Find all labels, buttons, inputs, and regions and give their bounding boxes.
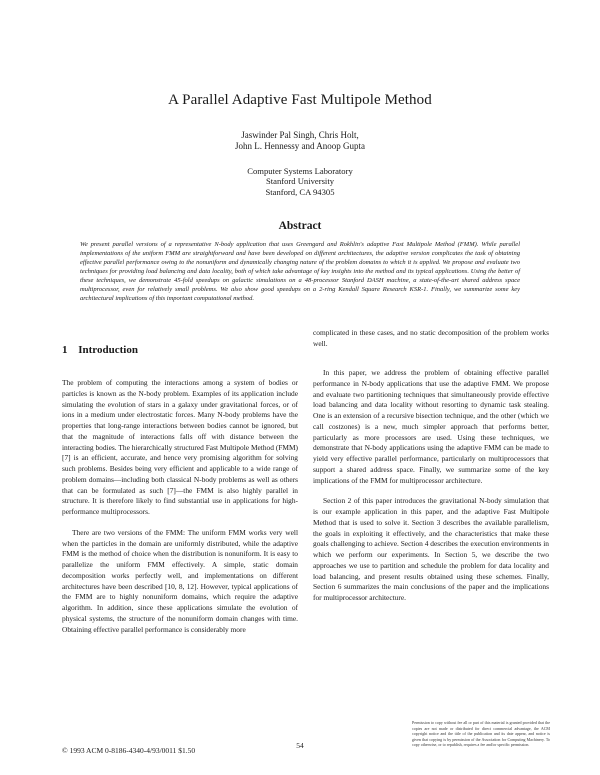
right-column: [313, 368, 549, 604]
intro-paragraph-3: In this paper, we address the problem of obtaining effective parallel performance in N-body applications that use the adaptive FMM. We propose and evaluate two partitioning techniques that simultaneously provide effective load balancing and data locality without resorting to dynamic task stealing. One is an extension of a recursive bisection technique, and the other (which we call costzones) is a new, much simpler approach that performs better, particularly as more processors are used. Using these techniques, we demonstrate that N-body applications using the adaptive FMM can be made to yield very effective parallel performance, particularly on multiprocessors that support a shared address space. Finally, we summarize some of the key implications of the FMM for multiprocessor architecture.: [313, 368, 549, 485]
author-list: [0, 130, 600, 152]
copyright-notice: © 1993 ACM 0-8186-4340-4/93/0011 $1.50: [62, 746, 196, 755]
right-column-continuation: [313, 328, 549, 350]
intro-paragraph-4: Section 2 of this paper introduces the gravitational N-body simulation that is our example application in this paper, and the adaptive Fast Multipole Method that is used to solve it. Section 3 describes the available parallelism, the goals in exploiting it effectively, and the characteristics that make these goals challenging to achieve. Section 4 describes the execution environments in which we perform our experiments. In Section 5, we describe the two approaches we use to partition and schedule the problem for data locality and load balancing, and present results obtained using these schemes. Finally, Section 6 summarizes the main conclusions of the paper and the implications for multiprocessor architecture.: [313, 496, 549, 602]
affiliation-university: Stanford University: [265, 176, 335, 187]
intro-paragraph-2: There are two versions of the FMM: The uniform FMM works very well when the particles in the domain are uniformly distributed, while the adaptive FMM is the method of choice when the distribution is nonuniform. It is easy to parallelize the uniform FMM effectively. A simple, static domain decomposition works perfectly well, and implementations on different architectures have been described [10, 8, 12]. However, typical applications of the FMM are to highly nonuniform domains, which require the adaptive algorithm. In addition, since these applications simulate the evolution of physical systems, the structure of the nonuniform domain changes with time. Obtaining effective parallel performance is considerably more: [62, 527, 298, 634]
affiliation-lab: Computer Systems Laboratory: [247, 166, 353, 176]
author-line-2: John L. Hennessy and Anoop Gupta: [235, 141, 365, 151]
left-column: [62, 378, 298, 635]
intro-paragraph-2-continued: complicated in these cases, and no static decomposition of the problem works well.: [313, 328, 549, 348]
permission-note: Permission to copy without fee all or part of this material is granted provided that the copies are not made or distributed for direct commercial advantage, the ACM copyright notice and the title of the publication and its date appear, and notice is given that copying is by permission of the Association for Computing Machinery. To copy otherwise, or to republish, requires a fee and/or specific permission.: [412, 720, 550, 748]
page-number: 54: [296, 741, 304, 750]
author-line-1: Jaswinder Pal Singh, Chris Holt,: [241, 130, 359, 140]
affiliation: [0, 166, 600, 197]
abstract-text: We present parallel versions of a representative N-body application that uses Greengard and Rokhlin's adaptive Fast Multipole Method (FMM). While parallel implementations of the uniform FMM are straightforward and have been developed on different architectures, the adaptive version complicates the task of obtaining effective parallel performance owing to the nonuniform and dynamically changing nature of the problem domains to which it is applied. We propose and evaluate two techniques for providing load balancing and data locality, both of which take advantage of key insights into the method and its typical applications. Using the better of these techniques, we demonstrate 45-fold speedups on galactic simulations on a 48-processor Stanford DASH machine, a state-of-the-art shared address space multiprocessor, even for relatively small problems. We also show good speedups on a 2-ring Kendall Square Research KSR-1. Finally, we summarize some key architectural implications of this important computational method.: [80, 241, 520, 302]
section-heading-introduction: 1 Introduction: [62, 344, 138, 356]
intro-paragraph-1: The problem of computing the interactions among a system of bodies or particles is known as the N-body problem. Examples of its application include simulating the evolution of stars in a galaxy under gravitational forces, or of ions in a medium under electrostatic forces. Many N-body problems have the properties that long-range interactions between bodies cannot be ignored, but that the magnitude of interactions falls off with distance between the interacting bodies. The hierarchically structured Fast Multipole Method (FMM) [7] is an efficient, accurate, and hence very promising algorithm for solving such problems. Besides being very efficient and applicable to a wide range of problem domains—including both classical N-body problems as well as others that can be formulated as such [7]—the FMM is also highly parallel in structure. It is therefore likely to find substantial use in applications for high-performance multiprocessors.: [62, 378, 298, 516]
paper-title: A Parallel Adaptive Fast Multipole Method: [168, 92, 432, 108]
affiliation-location: Stanford, CA 94305: [265, 186, 335, 197]
abstract-heading: Abstract: [278, 220, 322, 232]
